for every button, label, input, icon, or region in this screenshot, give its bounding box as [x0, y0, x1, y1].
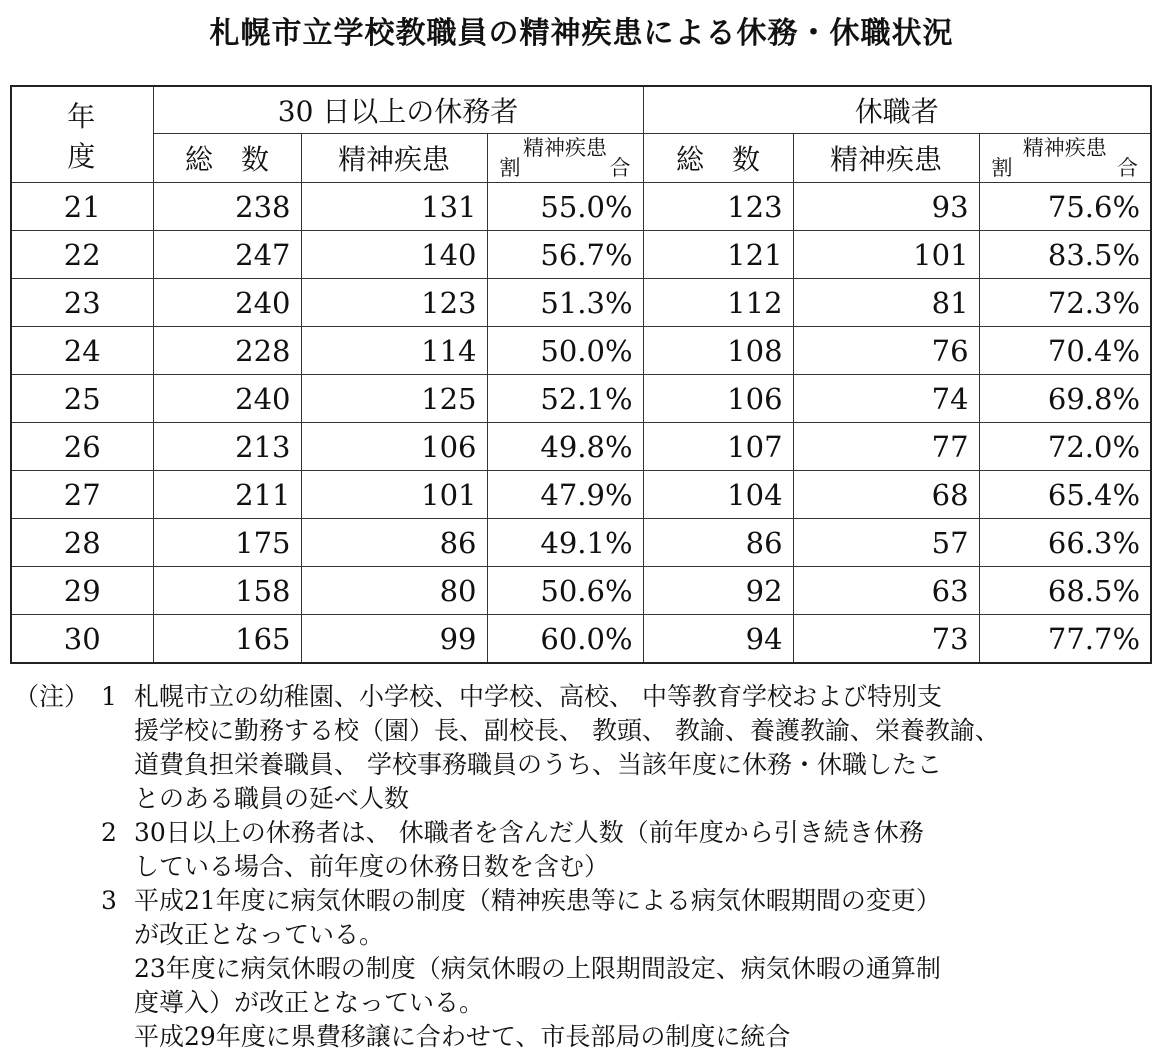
leave-ratio-cell: 52.1% [487, 375, 643, 423]
group-header-leave: 30 日以上の休務者 [153, 86, 643, 134]
leave-total-cell: 158 [153, 567, 301, 615]
note-line: 平成29年度に県費移譲に合わせて、市長部局の制度に統合 [134, 1022, 791, 1051]
note-line: 30日以上の休務者は、 休職者を含んだ人数（前年度から引き続き休務 [134, 818, 924, 847]
table-subheader-row [11, 134, 1151, 183]
leave-total-cell: 228 [153, 327, 301, 375]
leave-ratio-cell: 51.3% [487, 279, 643, 327]
subheader-suspension-ratio [979, 134, 1151, 183]
ratio-label-bottom: 割 合 [991, 156, 1139, 180]
year-cell: 22 [11, 231, 153, 279]
table-row [11, 327, 1151, 375]
suspension-mental-cell: 74 [793, 375, 979, 423]
table-row [11, 183, 1151, 231]
note-line: 援学校に勤務する校（園）長、副校長、 教頭、 教諭、養護教諭、栄養教諭、 [134, 716, 1000, 745]
leave-ratio-cell: 50.0% [487, 327, 643, 375]
note-number: 3 [101, 886, 117, 915]
note-text [134, 680, 1144, 816]
subheader-leave-ratio [487, 134, 643, 183]
note-text [134, 816, 1144, 884]
note-line: 平成21年度に病気休暇の制度（精神疾患等による病気休暇期間の変更） [134, 886, 941, 915]
year-cell: 26 [11, 423, 153, 471]
ratio-label-bottom: 割 合 [499, 156, 631, 180]
year-cell: 30 [11, 615, 153, 664]
suspension-ratio-cell: 75.6% [979, 183, 1151, 231]
table-header-row [11, 86, 1151, 134]
leave-ratio-cell: 55.0% [487, 183, 643, 231]
note-item [14, 884, 1144, 1054]
note-line: 札幌市立の幼稚園、小学校、中学校、高校、 中等教育学校および特別支 [134, 682, 942, 711]
table-row [11, 567, 1151, 615]
notes-section [14, 680, 1144, 1054]
table-row [11, 615, 1151, 664]
suspension-total-cell: 112 [643, 279, 793, 327]
note-line: 度導入）が改正となっている。 [134, 988, 485, 1017]
leave-mental-cell: 125 [301, 375, 487, 423]
leave-mental-cell: 80 [301, 567, 487, 615]
year-cell: 21 [11, 183, 153, 231]
note-number: 1 [101, 682, 117, 711]
leave-mental-cell: 86 [301, 519, 487, 567]
suspension-ratio-cell: 83.5% [979, 231, 1151, 279]
leave-mental-cell: 114 [301, 327, 487, 375]
suspension-total-cell: 107 [643, 423, 793, 471]
suspension-ratio-cell: 69.8% [979, 375, 1151, 423]
table-row [11, 231, 1151, 279]
data-table [10, 85, 1152, 664]
suspension-mental-cell: 63 [793, 567, 979, 615]
suspension-total-cell: 86 [643, 519, 793, 567]
note-marker [14, 816, 84, 884]
leave-mental-cell: 123 [301, 279, 487, 327]
suspension-total-cell: 94 [643, 615, 793, 664]
suspension-total-cell: 108 [643, 327, 793, 375]
table-row [11, 471, 1151, 519]
ratio-label-top: 精神疾患 [523, 136, 608, 160]
leave-ratio-cell: 50.6% [487, 567, 643, 615]
table-row [11, 519, 1151, 567]
suspension-mental-cell: 81 [793, 279, 979, 327]
suspension-mental-cell: 73 [793, 615, 979, 664]
year-cell: 28 [11, 519, 153, 567]
note-line: している場合、前年度の休務日数を含む） [134, 852, 610, 881]
leave-total-cell: 175 [153, 519, 301, 567]
leave-ratio-cell: 56.7% [487, 231, 643, 279]
leave-mental-cell: 99 [301, 615, 487, 664]
suspension-ratio-cell: 66.3% [979, 519, 1151, 567]
year-cell: 25 [11, 375, 153, 423]
suspension-mental-cell: 76 [793, 327, 979, 375]
year-cell: 24 [11, 327, 153, 375]
leave-mental-cell: 131 [301, 183, 487, 231]
note-number: 2 [101, 818, 117, 847]
leave-total-cell: 247 [153, 231, 301, 279]
year-cell: 23 [11, 279, 153, 327]
suspension-ratio-cell: 65.4% [979, 471, 1151, 519]
suspension-ratio-cell: 72.3% [979, 279, 1151, 327]
leave-total-cell: 165 [153, 615, 301, 664]
suspension-ratio-cell: 68.5% [979, 567, 1151, 615]
leave-mental-cell: 101 [301, 471, 487, 519]
leave-total-cell: 211 [153, 471, 301, 519]
subheader-leave-mental: 精神疾患 [301, 134, 487, 183]
suspension-mental-cell: 93 [793, 183, 979, 231]
subheader-leave-total: 総 数 [153, 134, 301, 183]
suspension-ratio-cell: 70.4% [979, 327, 1151, 375]
table-row [11, 279, 1151, 327]
subheader-suspension-mental: 精神疾患 [793, 134, 979, 183]
suspension-total-cell: 104 [643, 471, 793, 519]
table-body [11, 183, 1151, 664]
note-marker [14, 884, 84, 1054]
leave-total-cell: 240 [153, 279, 301, 327]
note-item [14, 680, 1144, 816]
note-line: 道費負担栄養職員、 学校事務職員のうち、当該年度に休務・休職したこ [134, 750, 942, 779]
suspension-mental-cell: 101 [793, 231, 979, 279]
leave-ratio-cell: 60.0% [487, 615, 643, 664]
leave-mental-cell: 106 [301, 423, 487, 471]
note-item [14, 816, 1144, 884]
note-marker: （注） [14, 682, 90, 711]
leave-total-cell: 213 [153, 423, 301, 471]
leave-ratio-cell: 49.1% [487, 519, 643, 567]
note-line: とのある職員の延べ人数 [134, 784, 410, 813]
suspension-total-cell: 123 [643, 183, 793, 231]
leave-mental-cell: 140 [301, 231, 487, 279]
page-title: 札幌市立学校教職員の精神疾患による休務・休職状況 [209, 16, 954, 51]
table-row [11, 423, 1151, 471]
table-row [11, 375, 1151, 423]
suspension-ratio-cell: 77.7% [979, 615, 1151, 664]
leave-ratio-cell: 47.9% [487, 471, 643, 519]
year-header: 年 度 [11, 86, 153, 183]
year-cell: 29 [11, 567, 153, 615]
group-header-suspension: 休職者 [643, 86, 1151, 134]
suspension-mental-cell: 57 [793, 519, 979, 567]
note-line: 23年度に病気休暇の制度（病気休暇の上限期間設定、病気休暇の通算制 [134, 954, 941, 983]
suspension-total-cell: 92 [643, 567, 793, 615]
leave-ratio-cell: 49.8% [487, 423, 643, 471]
ratio-label-top: 精神疾患 [1022, 136, 1107, 160]
note-line: が改正となっている。 [134, 920, 385, 949]
subheader-suspension-total: 総 数 [643, 134, 793, 183]
year-cell: 27 [11, 471, 153, 519]
suspension-ratio-cell: 72.0% [979, 423, 1151, 471]
suspension-total-cell: 121 [643, 231, 793, 279]
suspension-mental-cell: 77 [793, 423, 979, 471]
leave-total-cell: 240 [153, 375, 301, 423]
leave-total-cell: 238 [153, 183, 301, 231]
suspension-total-cell: 106 [643, 375, 793, 423]
note-text [134, 884, 1144, 1054]
suspension-mental-cell: 68 [793, 471, 979, 519]
